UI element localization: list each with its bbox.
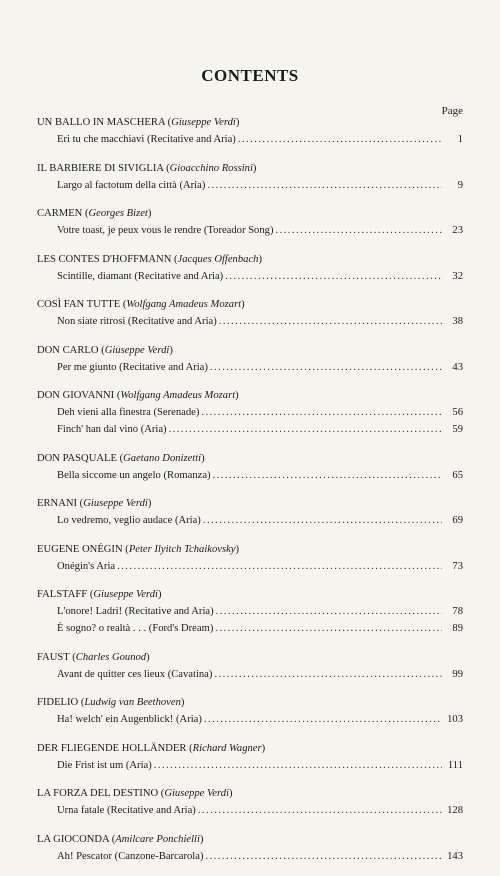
contents-entry	[37, 495, 463, 529]
contents-item	[37, 131, 463, 148]
opera-heading: COSÌ FAN TUTTE (Wolfgang Amadeus Mozart)	[37, 299, 245, 310]
contents-entry	[37, 785, 463, 819]
contents-entry	[37, 251, 463, 285]
dot-leader	[275, 222, 442, 239]
aria-title: Per me giunto (Recitative and Aria)	[57, 361, 208, 373]
contents-entry	[37, 160, 463, 194]
page-number: 99	[452, 668, 463, 680]
opera-title: DON PASQUALE	[37, 452, 117, 464]
composer-name: Gioacchino Rossini	[169, 162, 253, 174]
dot-leader	[154, 757, 442, 774]
contents-entry	[37, 450, 463, 484]
contents-item	[37, 404, 463, 421]
opera-heading: LA GIOCONDA (Amilcare Ponchielli)	[37, 833, 204, 845]
opera-title: LA GIOCONDA	[37, 833, 110, 845]
composer-name: Richard Wagner	[192, 742, 262, 754]
contents-entry	[37, 342, 463, 376]
composer-name: Amilcare Ponchielli	[115, 833, 200, 845]
aria-title: Largo al factotum della città (Aria)	[57, 179, 206, 191]
contents-item	[37, 666, 463, 683]
page-number: 103	[447, 714, 463, 725]
composer-name: Gaetano Donizetti	[123, 452, 202, 464]
dot-leader	[201, 404, 442, 421]
opera-title: DON CARLO	[37, 344, 99, 356]
aria-title: Avant de quitter ces lieux (Cavatina)	[57, 668, 213, 680]
page-number: 78	[452, 606, 463, 617]
opera-title: UN BALLO IN MASCHERA	[37, 117, 166, 128]
composer-name: Ludwig van Beethoven	[84, 697, 181, 708]
opera-heading: LES CONTES D'HOFFMANN (Jacques Offenbach)	[37, 253, 262, 265]
page-number: 111	[447, 759, 463, 771]
aria-title: Eri tu che macchiavi (Recitative and Aria)	[57, 134, 236, 145]
page-number: 32	[452, 270, 463, 282]
contents-entry	[37, 387, 463, 438]
contents-item	[37, 268, 463, 285]
aria-title: Ah! Pescator (Canzone-Barcarola)	[57, 850, 204, 862]
aria-title: Non siate ritrosi (Recitative and Aria)	[57, 316, 217, 327]
composer-name: Georges Bizet	[88, 208, 148, 219]
page-number: 65	[452, 469, 463, 481]
contents-item	[37, 558, 463, 575]
opera-heading: LA FORZA DEL DESTINO (Giuseppe Verdi)	[37, 788, 233, 799]
opera-title: IL BARBIERE DI SIVIGLIA	[37, 162, 164, 174]
aria-title: Ha! welch' ein Augenblick! (Aria)	[57, 714, 202, 725]
dot-leader	[204, 711, 442, 728]
contents-entry	[37, 694, 463, 728]
opera-heading: UN BALLO IN MASCHERA (Giuseppe Verdi)	[37, 117, 240, 128]
opera-heading: FALSTAFF (Giuseppe Verdi)	[37, 589, 162, 600]
dot-leader	[219, 313, 442, 330]
dot-leader	[215, 620, 442, 637]
opera-heading: DON PASQUALE (Gaetano Donizetti)	[37, 452, 205, 464]
contents-item	[37, 359, 463, 376]
opera-heading: FAUST (Charles Gounod)	[37, 651, 150, 663]
dot-leader	[214, 666, 442, 683]
dot-leader	[169, 421, 442, 438]
opera-title: COSÌ FAN TUTTE	[37, 299, 121, 310]
opera-heading: DER FLIEGENDE HOLLÄNDER (Richard Wagner)	[37, 742, 266, 754]
contents-entry	[37, 831, 463, 865]
contents-item	[37, 757, 463, 774]
composer-name: Jacques Offenbach	[177, 253, 259, 265]
contents-entry	[37, 296, 463, 330]
aria-title: Onégin's Aria	[57, 560, 116, 572]
page-number: 23	[452, 225, 463, 236]
opera-title: CARMEN	[37, 208, 83, 219]
opera-title: EUGENE ONÉGIN	[37, 543, 123, 555]
page-number: 128	[447, 805, 463, 816]
opera-heading: IL BARBIERE DI SIVIGLIA (Gioacchino Rossini)	[37, 162, 257, 174]
contents-item	[37, 620, 463, 637]
dot-leader	[198, 802, 442, 819]
contents-list	[37, 114, 463, 876]
opera-title: ERNANI	[37, 498, 78, 509]
composer-name: Giuseppe Verdi	[83, 498, 148, 509]
opera-heading: DON CARLO (Giuseppe Verdi)	[37, 344, 173, 356]
contents-item	[37, 467, 463, 484]
page-number: 59	[452, 424, 463, 435]
page-number: 69	[452, 515, 463, 526]
opera-title: LES CONTES D'HOFFMANN	[37, 253, 172, 265]
page-number: 43	[452, 361, 463, 373]
composer-name: Giuseppe Verdi	[171, 117, 236, 128]
opera-title: DER FLIEGENDE HOLLÄNDER	[37, 742, 187, 754]
contents-entry	[37, 541, 463, 575]
contents-item	[37, 802, 463, 819]
page-number: 9	[457, 179, 463, 191]
contents-item	[37, 711, 463, 728]
contents-item	[37, 512, 463, 529]
opera-title: DON GIOVANNI	[37, 390, 115, 401]
dot-leader	[203, 512, 442, 529]
contents-item	[37, 222, 463, 239]
page-number: 56	[452, 407, 463, 418]
opera-title: FALSTAFF	[37, 589, 88, 600]
dot-leader	[213, 467, 442, 484]
opera-title: LA FORZA DEL DESTINO	[37, 788, 159, 799]
page-title: CONTENTS	[201, 66, 299, 85]
composer-name: Peter Ilyitch Tchaikovsky	[128, 543, 236, 555]
opera-heading: EUGENE ONÉGIN (Peter Ilyitch Tchaikovsky)	[37, 543, 240, 555]
dot-leader	[210, 359, 442, 376]
aria-title: L'onore! Ladri! (Recitative and Aria)	[57, 606, 214, 617]
contents-entry	[37, 740, 463, 774]
page-number: 89	[452, 623, 463, 634]
aria-title: Votre toast, je peux vous le rendre (Toreador Song)	[57, 225, 274, 236]
composer-name: Wolfgang Amadeus Mozart	[120, 390, 236, 401]
page-number: 143	[447, 850, 463, 862]
opera-title: FIDELIO	[37, 697, 79, 708]
aria-title: È sogno? o realtà . . . (Ford's Dream)	[57, 623, 214, 634]
dot-leader	[225, 268, 442, 285]
contents-entry	[37, 586, 463, 637]
page-number: 1	[457, 134, 463, 145]
composer-name: Wolfgang Amadeus Mozart	[126, 299, 242, 310]
contents-entry	[37, 205, 463, 239]
page-column-label: Page	[441, 105, 463, 117]
composer-name: Giuseppe Verdi	[93, 589, 159, 600]
dot-leader	[216, 603, 442, 620]
opera-heading: DON GIOVANNI (Wolfgang Amadeus Mozart)	[37, 390, 239, 401]
aria-title: Bella siccome un angelo (Romanza)	[57, 469, 211, 481]
opera-heading: CARMEN (Georges Bizet)	[37, 208, 152, 219]
composer-name: Charles Gounod	[75, 651, 147, 663]
aria-title: Scintille, diamant (Recitative and Aria)	[57, 270, 224, 282]
dot-leader	[117, 558, 442, 575]
opera-heading: ERNANI (Giuseppe Verdi)	[37, 498, 152, 509]
opera-title: FAUST	[37, 651, 70, 663]
opera-heading: FIDELIO (Ludwig van Beethoven)	[37, 697, 185, 708]
dot-leader	[207, 177, 442, 194]
contents-item	[37, 603, 463, 620]
composer-name: Giuseppe Verdi	[104, 344, 170, 356]
dot-leader	[238, 131, 442, 148]
aria-title: Finch' han dal vino (Aria)	[57, 424, 167, 435]
contents-entry	[37, 114, 463, 148]
aria-title: Lo vedremo, veglio audace (Aria)	[57, 515, 201, 526]
contents-entry	[37, 649, 463, 683]
aria-title: Deh vieni alla finestra (Serenade)	[57, 407, 200, 418]
contents-item	[37, 421, 463, 438]
contents-item	[37, 848, 463, 865]
contents-item	[37, 313, 463, 330]
page-number: 73	[452, 560, 463, 572]
contents-item	[37, 177, 463, 194]
aria-title: Die Frist ist um (Aria)	[57, 759, 152, 771]
page-number: 38	[452, 316, 463, 327]
composer-name: Giuseppe Verdi	[164, 788, 229, 799]
aria-title: Urna fatale (Recitative and Aria)	[57, 805, 196, 816]
dot-leader	[205, 848, 442, 865]
